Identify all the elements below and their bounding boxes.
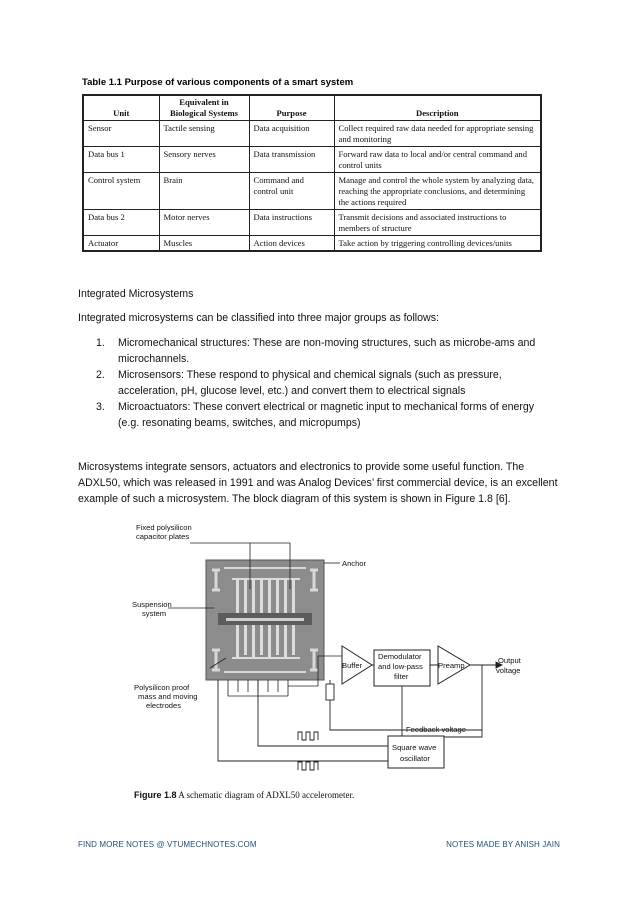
cell-unit: Actuator (83, 236, 159, 252)
cell-purpose: Data instructions (249, 210, 334, 236)
table-header-row (83, 95, 541, 121)
header-equivalent (159, 95, 249, 121)
label-proof-2: mass and moving (138, 692, 198, 701)
label-fixed-plates-2: capacitor plates (136, 532, 190, 541)
label-oscillator-1: Square wave (392, 743, 437, 752)
label-output-2: voltage (496, 666, 521, 675)
table-title: Table 1.1 Purpose of various components of a smart system (82, 77, 354, 88)
osc-line-2 (218, 680, 388, 761)
cell-description: Forward raw data to local and/or central command and control units (334, 147, 541, 173)
cell-equivalent: Tactile sensing (159, 121, 249, 147)
cell-purpose: Data acquisition (249, 121, 334, 147)
label-fixed-plates-1: Fixed polysilicon (136, 523, 192, 532)
cell-equivalent: Motor nerves (159, 210, 249, 236)
list-text: Microsensors: These respond to physical and chemical signals (such as pressure, acceleration, pH, glucose level, etc.) and convert them to electrical signals (118, 369, 502, 397)
footer-left: FIND MORE NOTES @ VTUMECHNOTES.COM (78, 840, 257, 849)
feedback-to-die (330, 680, 482, 730)
list-number: 1. (96, 337, 105, 349)
table-row (83, 121, 541, 147)
footer-right: NOTES MADE BY ANISH JAIN (446, 840, 560, 849)
cell-unit: Control system (83, 173, 159, 210)
cell-unit: Data bus 1 (83, 147, 159, 173)
cell-description: Take action by triggering controlling devices/units (334, 236, 541, 252)
figure-caption-label: Figure 1.8 (134, 790, 177, 800)
label-demod-2: and low-pass (378, 662, 423, 671)
label-anchor: Anchor (342, 559, 367, 568)
label-output-1: Output (498, 656, 521, 665)
list-number: 3. (96, 401, 105, 413)
header-equivalent-line2: Biological Systems (169, 108, 239, 118)
cell-purpose: Action devices (249, 236, 334, 252)
list-item (78, 399, 548, 431)
cell-unit: Sensor (83, 121, 159, 147)
square-wave-icon (298, 762, 318, 770)
list-item (78, 367, 548, 399)
section-heading: Integrated Microsystems (78, 288, 194, 300)
list-item (78, 335, 548, 367)
intro-text: Integrated microsystems can be classified into three major groups as follows: (78, 312, 439, 324)
feedback-resistor (326, 684, 334, 700)
label-feedback: Feedback voltage (406, 725, 466, 734)
cell-purpose: Data transmission (249, 147, 334, 173)
cell-description: Manage and control the whole system by analyzing data, reaching the appropriate conclusions, and determining the actions required (334, 173, 541, 210)
square-wave-icon (298, 732, 318, 740)
list-text: Micromechanical structures: These are non-moving structures, such as microbe-ams and microchannels. (118, 337, 536, 365)
header-equivalent-line1: Equivalent in (179, 97, 229, 107)
table-row (83, 147, 541, 173)
cell-unit: Data bus 2 (83, 210, 159, 236)
osc-line-1 (258, 680, 388, 746)
table-row (83, 236, 541, 252)
table-row (83, 173, 541, 210)
label-preamp: Preamp (438, 661, 465, 670)
label-oscillator-2: oscillator (400, 754, 430, 763)
header-unit: Unit (83, 95, 159, 121)
header-purpose: Purpose (249, 95, 334, 121)
oscillator-block (388, 736, 444, 768)
table-row (83, 210, 541, 236)
label-suspension-2: system (142, 609, 167, 618)
cell-equivalent: Brain (159, 173, 249, 210)
adxl50-schematic (120, 518, 540, 788)
cell-description: Collect required raw data needed for appropriate sensing and monitoring (334, 121, 541, 147)
cell-description: Transmit decisions and associated instructions to members of structure (334, 210, 541, 236)
header-description: Description (334, 95, 541, 121)
components-table (82, 94, 542, 252)
label-proof-1: Polysilicon proof (134, 683, 190, 692)
proof-mass-center (226, 618, 304, 621)
list-text: Microactuators: These convert electrical or magnetic input to mechanical forms of energy (e.g. resonating beams, switches, and micropumps) (118, 401, 535, 429)
label-buffer: Buffer (342, 661, 363, 670)
cell-purpose: Command and control unit (249, 173, 334, 210)
cell-equivalent: Muscles (159, 236, 249, 252)
paragraph-adxl50: Microsystems integrate sensors, actuators and electronics to provide some useful function. The ADXL50, which was released in 1991 and was Analog Devices’ first commercial device, is an excellent example of such a microsystem. The block diagram of this system is shown in Figure 1.8 [6]. (78, 461, 558, 505)
label-suspension-1: Suspension (132, 600, 172, 609)
cell-equivalent: Sensory nerves (159, 147, 249, 173)
list-number: 2. (96, 369, 105, 381)
label-proof-3: electrodes (146, 701, 182, 710)
figure-caption (134, 790, 354, 800)
figure-caption-text: A schematic diagram of ADXL50 accelerometer. (176, 790, 355, 800)
groups-list (78, 335, 548, 431)
label-demod-3: filter (394, 672, 409, 681)
label-demod-1: Demodulator (378, 652, 422, 661)
